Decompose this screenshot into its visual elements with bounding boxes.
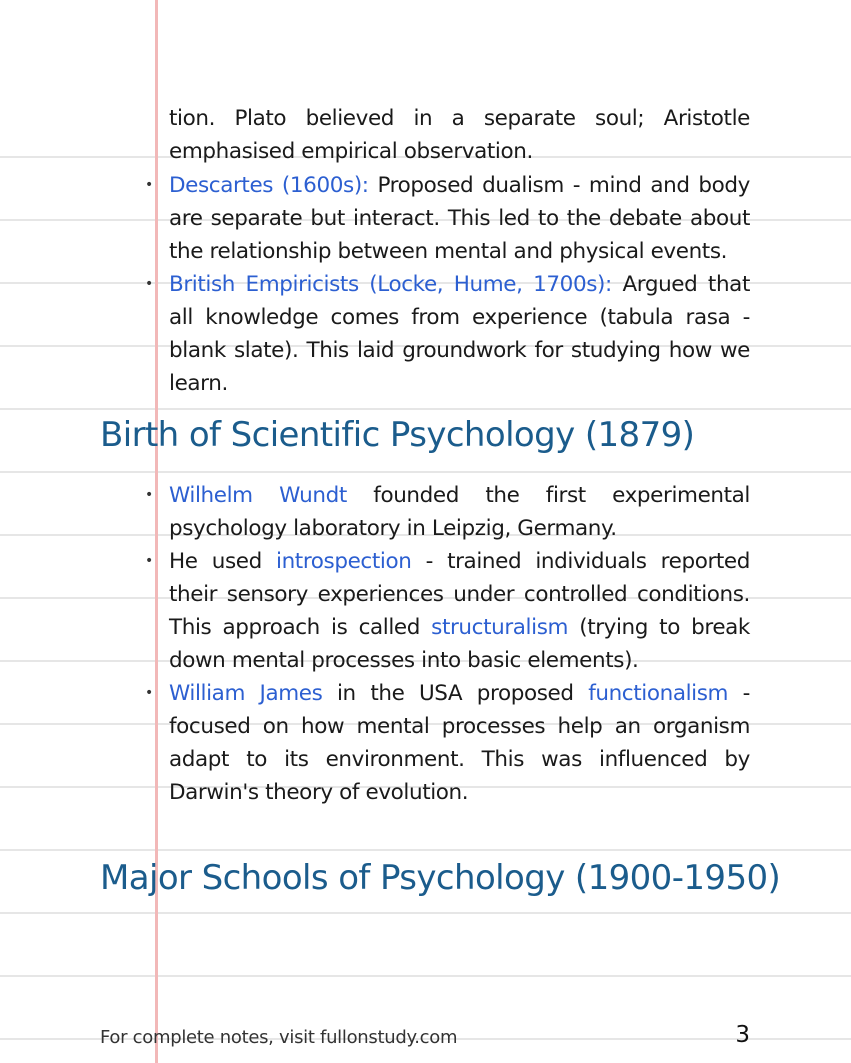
list-item xyxy=(169,479,750,545)
list-item-text: in the USA proposed xyxy=(322,681,589,706)
ruled-line xyxy=(0,975,851,977)
scientific-psychology-bullet-list xyxy=(169,479,750,809)
term-british-empiricists: British Empiricists (Locke, Hume, 1700s): xyxy=(169,272,612,297)
term-wundt: Wilhelm Wundt xyxy=(169,483,347,508)
list-item xyxy=(169,545,750,677)
list-item-text: He used xyxy=(169,549,276,574)
list-item xyxy=(169,677,750,809)
page-number: 3 xyxy=(735,1022,750,1048)
term-descartes: Descartes (1600s): xyxy=(169,173,369,198)
ruled-line xyxy=(0,912,851,914)
list-item-text: Proposed dualism - mind and body are separate but interact. This led to the debate about the relationship between mental and physical events. xyxy=(169,173,750,264)
list-item-text: Argued that all knowledge comes from experience (tabula rasa - blank slate). This laid groundwork for studying how we learn. xyxy=(169,272,750,396)
term-william-james: William James xyxy=(169,681,323,706)
section-heading-scientific-psychology: Birth of Scientific Psychology (1879) xyxy=(100,415,695,455)
term-introspection: introspection xyxy=(276,549,412,574)
ruled-line xyxy=(0,471,851,473)
term-functionalism: functionalism xyxy=(588,681,729,706)
list-item-text: founded the first experimental psychology laboratory in Leipzig, Germany. xyxy=(169,483,751,541)
list-item-text: - focused on how mental processes help an organism adapt to its environment. This was influenced by Darwin's theory of evolution. xyxy=(169,681,750,805)
term-structuralism: structuralism xyxy=(431,615,569,640)
section-heading-major-schools: Major Schools of Psychology (1900-1950) xyxy=(100,858,781,898)
margin-line xyxy=(155,0,158,1063)
intro-paragraph: tion. Plato believed in a separate soul; Aristotle emphasised empirical observation. xyxy=(169,106,750,164)
list-item xyxy=(169,268,750,400)
list-item-text: (trying to break down mental processes into basic elements). xyxy=(169,615,750,673)
history-bullet-list xyxy=(169,169,750,400)
list-item xyxy=(169,169,750,268)
ruled-line xyxy=(0,408,851,410)
ruled-line xyxy=(0,849,851,851)
list-item-text: - trained individuals reported their sensory experiences under controlled conditions. This approach is called xyxy=(169,549,750,640)
footer-note: For complete notes, visit fullonstudy.com xyxy=(100,1027,458,1048)
